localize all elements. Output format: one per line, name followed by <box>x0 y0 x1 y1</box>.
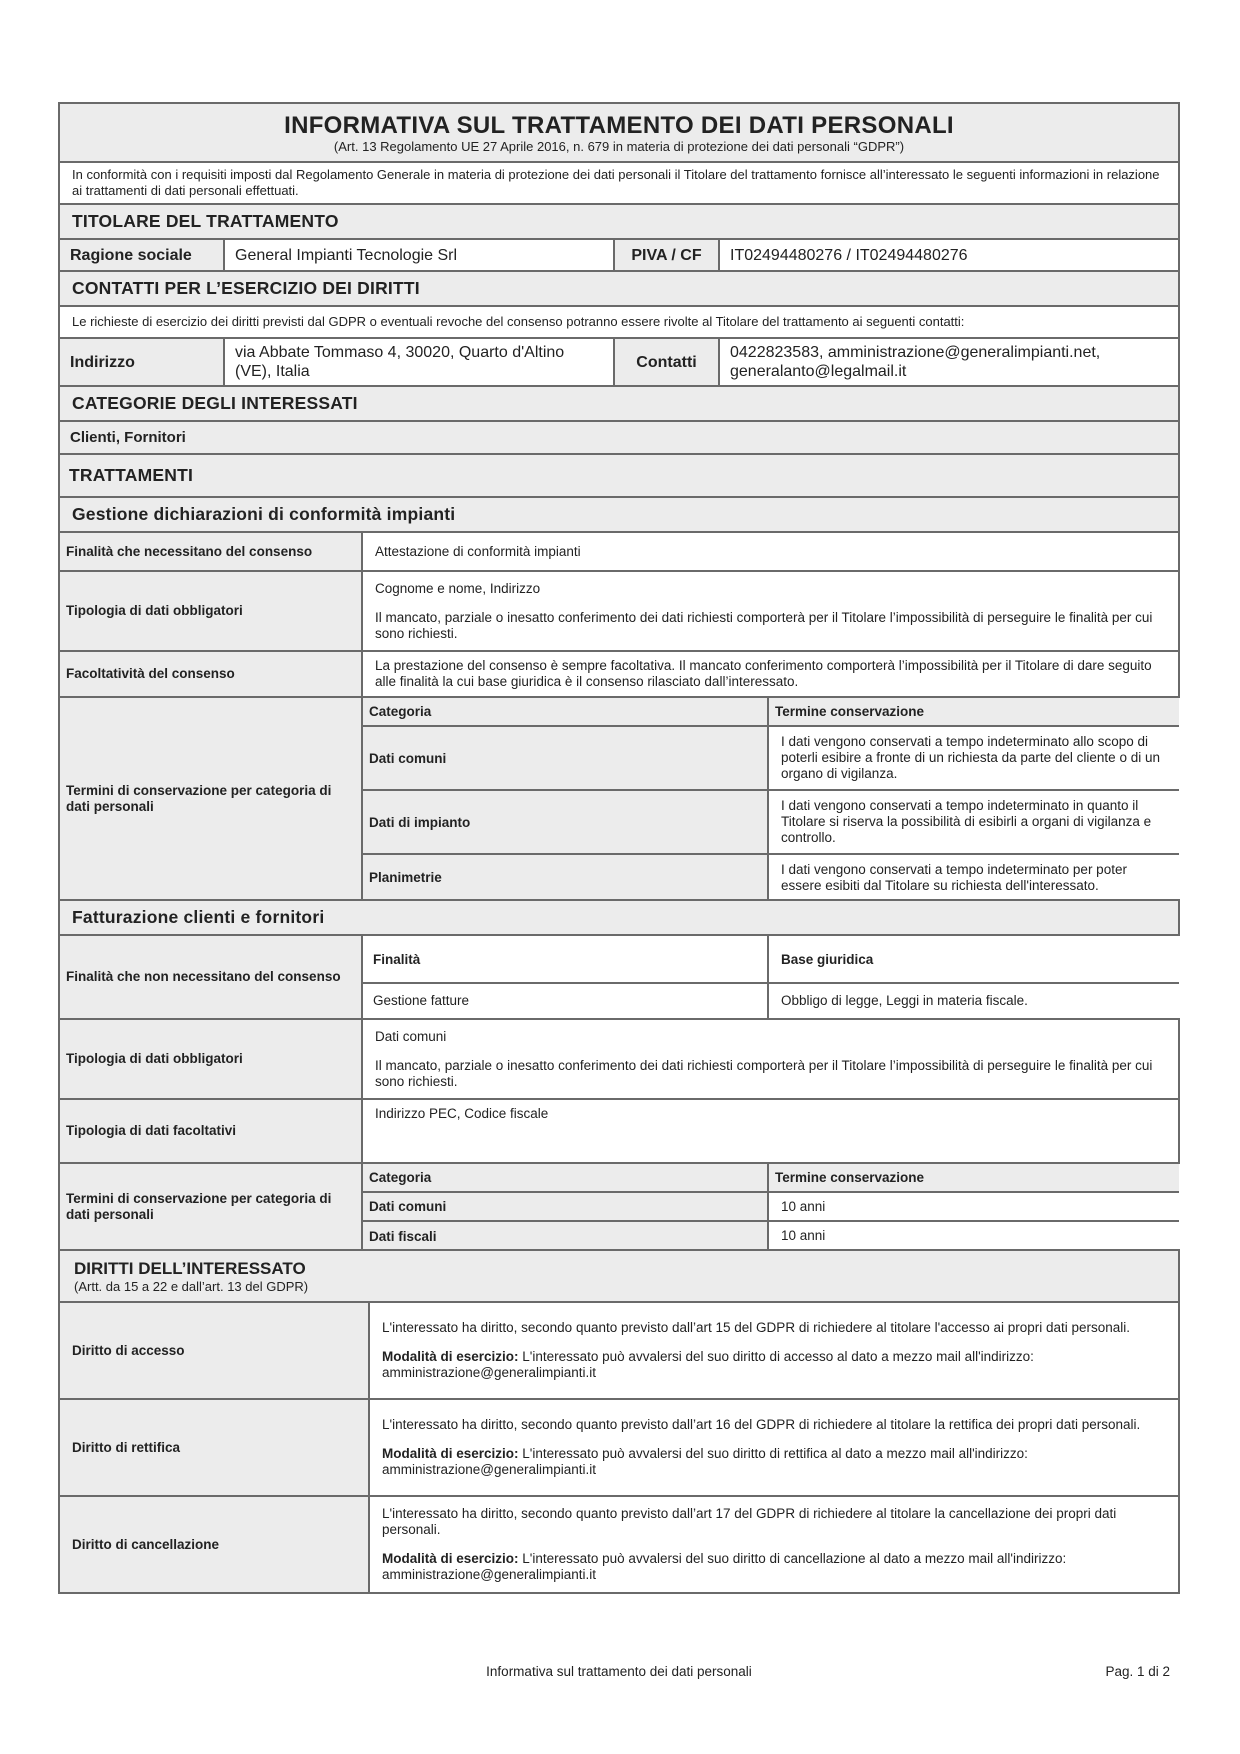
t2-tipologia-cell <box>362 1019 1179 1099</box>
contatti-heading: CONTATTI PER L’ESERCIZIO DEI DIRITTI <box>59 271 1179 306</box>
diritti-heading-block <box>59 1250 1179 1302</box>
t2-col-base: Base giuridica <box>768 936 1179 983</box>
t2-row-cat: Dati fiscali <box>363 1221 768 1250</box>
t1-col-categoria: Categoria <box>363 698 768 726</box>
modalita-label: Modalità di esercizio: <box>382 1349 519 1364</box>
ragione-sociale-label: Ragione sociale <box>59 239 224 271</box>
t2-col-categoria: Categoria <box>363 1164 768 1192</box>
contatti-value: 0422823583, amministrazione@generalimpianti.net, generalanto@legalmail.it <box>719 338 1179 386</box>
modalita-text: L'interessato può avvalersi del suo diritto di accesso al dato a mezzo mail all'indirizzo: amministrazione@generalimpianti.it <box>382 1349 1034 1380</box>
piva-value: IT02494480276 / IT02494480276 <box>719 239 1179 271</box>
categorie-value: Clienti, Fornitori <box>59 421 1179 454</box>
modalita-label: Modalità di esercizio: <box>382 1551 519 1566</box>
diritto-rettifica-text: L'interessato ha diritto, secondo quanto previsto dall’art 16 del GDPR di richiedere al titolare la rettifica dei propri dati personali. <box>382 1417 1141 1432</box>
t2-row-term: 10 anni <box>768 1221 1179 1250</box>
t1-row-cat: Dati di impianto <box>363 790 768 854</box>
t2-col-finalita: Finalità <box>373 951 421 967</box>
diritto-rettifica-cell <box>369 1399 1179 1496</box>
t1-row-term: I dati vengono conservati a tempo indeterminato in quanto il Titolare si riserva la possibilità di esibirli a organi di vigilanza e controllo. <box>768 790 1179 854</box>
t2-termini-table <box>362 1163 1179 1250</box>
t2-row-term: 10 anni <box>768 1192 1179 1221</box>
t1-col-termine: Termine conservazione <box>768 698 1179 726</box>
title-block <box>59 103 1179 162</box>
diritto-rettifica-label: Diritto di rettifica <box>59 1399 369 1496</box>
piva-label: PIVA / CF <box>614 239 719 271</box>
diritti-subheading: (Artt. da 15 a 22 e dall’art. 13 del GDPR) <box>74 1278 309 1294</box>
diritto-cancellazione-label: Diritto di cancellazione <box>59 1496 369 1593</box>
modalita-text: L'interessato può avvalersi del suo diritto di rettifica al dato a mezzo mail all'indirizzo: amministrazione@generalimpianti.it <box>382 1446 1028 1477</box>
t1-tipologia-label: Tipologia di dati obbligatori <box>59 571 362 651</box>
t2-facoltativi-value: Indirizzo PEC, Codice fiscale <box>362 1099 1179 1163</box>
categorie-heading: CATEGORIE DEGLI INTERESSATI <box>59 386 1179 421</box>
t1-tipologia-note: Il mancato, parziale o inesatto conferimento dei dati richiesti comporterà per il Titolare l’impossibilità di perseguire le finalità per cui sono richiesti. <box>375 609 1153 641</box>
diritto-accesso-text: L'interessato ha diritto, secondo quanto previsto dall’art 15 del GDPR di richiedere al titolare l'accesso ai propri dati personali. <box>382 1320 1131 1335</box>
trattamento-1-table <box>58 496 1180 901</box>
t2-tipologia-label: Tipologia di dati obbligatori <box>59 1019 362 1099</box>
diritto-accesso-modalita <box>382 1349 1166 1381</box>
diritto-cancellazione-modalita <box>382 1551 1166 1583</box>
diritti-heading: DIRITTI DELL’INTERESSATO <box>74 1258 306 1278</box>
contatti-intro: Le richieste di esercizio dei diritti previsti dal GDPR o eventuali revoche del consenso potranno essere rivolte al Titolare del trattamento ai seguenti contatti: <box>59 306 1179 338</box>
t1-heading: Gestione dichiarazioni di conformità impianti <box>59 497 1179 532</box>
document <box>58 102 1180 1594</box>
intro-text: In conformità con i requisiti imposti dal Regolamento Generale in materia di protezione dei dati personali il Titolare del trattamento fornisce all’interessato le seguenti informazioni in relazione ai trattamenti di dati personali effettuati. <box>59 162 1179 204</box>
diritto-cancellazione-text: L'interessato ha diritto, secondo quanto previsto dall’art 17 del GDPR di richiedere al titolare la cancellazione dei propri dati personali. <box>382 1506 1117 1537</box>
titolare-heading: TITOLARE DEL TRATTAMENTO <box>59 204 1179 239</box>
t1-facoltativita-value: La prestazione del consenso è sempre facoltativa. Il mancato conferimento comporterà l’impossibilità per il Titolare di dare seguito alle finalità la cui base giuridica è il consenso rilasciato dall’interessato. <box>362 651 1179 697</box>
t2-tipologia-note: Il mancato, parziale o inesatto conferimento dei dati richiesti comporterà per il Titolare l’impossibilità di perseguire le finalità per cui sono richiesti. <box>375 1057 1153 1089</box>
t2-finalita-label: Finalità che non necessitano del consenso <box>59 935 362 1019</box>
t2-facoltativi-label: Tipologia di dati facoltativi <box>59 1099 362 1163</box>
indirizzo-label: Indirizzo <box>59 338 224 386</box>
diritto-cancellazione-cell <box>369 1496 1179 1593</box>
t2-finalita-value: Gestione fatture <box>363 983 768 1018</box>
diritto-rettifica-modalita <box>382 1446 1166 1478</box>
t2-row-cat: Dati comuni <box>363 1192 768 1221</box>
t2-base-value: Obbligo di legge, Leggi in materia fiscale. <box>768 983 1179 1018</box>
footer-title: Informativa sul trattamento dei dati personali <box>486 1664 752 1679</box>
modalita-label: Modalità di esercizio: <box>382 1446 519 1461</box>
t1-row-cat: Dati comuni <box>363 726 768 790</box>
modalita-text: L'interessato può avvalersi del suo diritto di cancellazione al dato a mezzo mail all'indirizzo: amministrazione@generalimpianti.it <box>382 1551 1067 1582</box>
t1-row-term: I dati vengono conservati a tempo indeterminato per poter essere esibiti dal Titolare su richiesta dell'interessato. <box>768 854 1179 900</box>
t1-tipologia-cell <box>362 571 1179 651</box>
t2-heading: Fatturazione clienti e fornitori <box>59 900 1179 935</box>
t1-finalita-label: Finalità che necessitano del consenso <box>59 532 362 571</box>
t2-tipologia-value: Dati comuni <box>375 1028 447 1044</box>
t2-termini-label: Termini di conservazione per categoria di dati personali <box>59 1163 362 1250</box>
t1-row-term: I dati vengono conservati a tempo indeterminato allo scopo di poterli esibire a fronte di un richiesta da parte del cliente o di un organo di vigilanza. <box>768 726 1179 790</box>
contatti-label: Contatti <box>614 338 719 386</box>
indirizzo-value: via Abbate Tommaso 4, 30020, Quarto d'Altino (VE), Italia <box>224 338 614 386</box>
t1-facoltativita-label: Facoltatività del consenso <box>59 651 362 697</box>
trattamento-2-table <box>58 899 1180 1251</box>
t1-termini-table <box>362 697 1179 900</box>
t2-finalita-table <box>362 935 1179 1019</box>
diritto-accesso-label: Diritto di accesso <box>59 1302 369 1399</box>
trattamenti-heading: TRATTAMENTI <box>59 454 1179 497</box>
diritto-accesso-cell <box>369 1302 1179 1399</box>
page-title: INFORMATIVA SUL TRATTAMENTO DEI DATI PERSONALI <box>284 112 954 139</box>
page-number: Pag. 1 di 2 <box>1105 1664 1170 1679</box>
t1-finalita-value: Attestazione di conformità impianti <box>362 532 1179 571</box>
t2-col-termine: Termine conservazione <box>768 1164 1179 1192</box>
t1-termini-label: Termini di conservazione per categoria di dati personali <box>59 697 362 900</box>
t1-row-cat: Planimetrie <box>363 854 768 900</box>
diritti-table <box>58 1249 1180 1594</box>
ragione-sociale-value: General Impianti Tecnologie Srl <box>224 239 614 271</box>
header-table <box>58 102 1180 498</box>
t1-tipologia-value: Cognome e nome, Indirizzo <box>375 580 541 596</box>
page-subtitle: (Art. 13 Regolamento UE 27 Aprile 2016, n. 679 in materia di protezione dei dati personali “GDPR”) <box>333 139 905 154</box>
